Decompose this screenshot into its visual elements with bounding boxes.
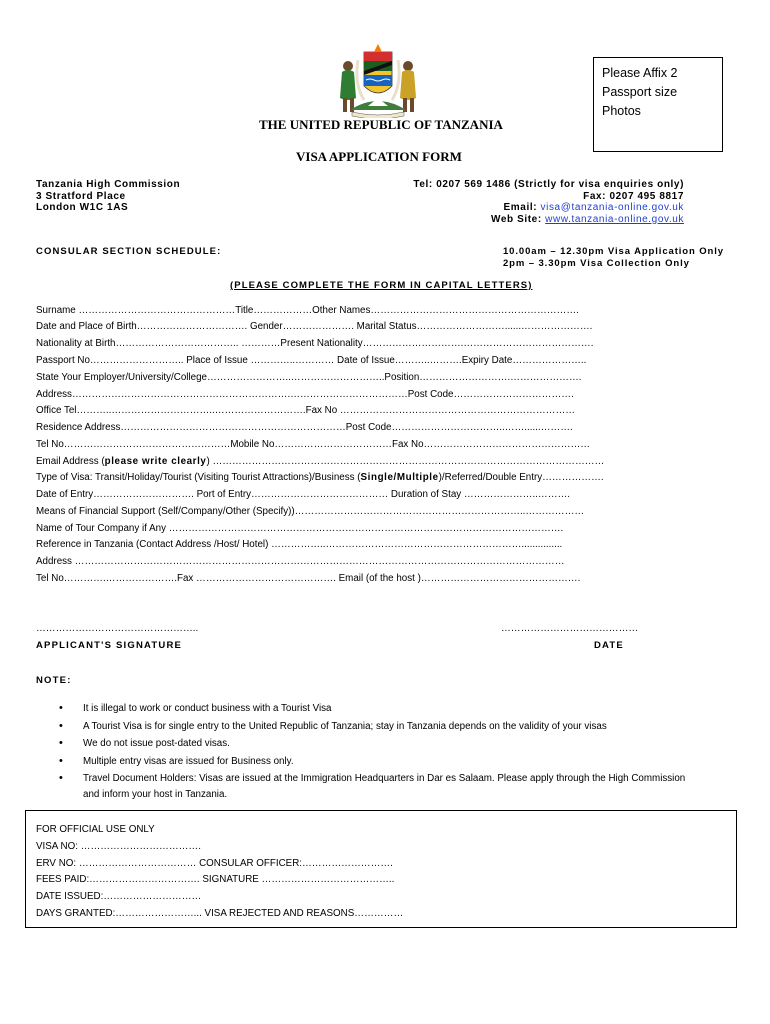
visa-type-suffix: )/Referred/Double Entry………………. xyxy=(438,472,604,483)
country-title: THE UNITED REPUBLIC OF TANZANIA xyxy=(259,117,503,132)
office-tel-fax-field[interactable]: Office Tel………..…………………………..……………………….Fax No ……………………………………………………………… xyxy=(36,405,576,416)
tel-line: Tel: 0207 569 1486 (Strictly for visa enquiries only) xyxy=(413,179,684,190)
date-issued-field: DATE ISSUED:………………………… xyxy=(36,891,202,902)
capital-letters-instruction: (PLEASE COMPLETE THE FORM IN CAPITAL LETTERS) xyxy=(230,280,533,291)
residence-address-field[interactable]: Residence Address……………………………………………………………Post Code……………………………..……......………. xyxy=(36,422,573,433)
official-heading: FOR OFFICIAL USE ONLY xyxy=(36,824,155,835)
address-block xyxy=(36,179,180,214)
address-field[interactable]: Address………………………………………………………….………………………………Post Code………………………………. xyxy=(36,389,574,400)
host-address-field[interactable]: Address …………………………………………………………………………………………………………………………………… xyxy=(36,556,565,567)
email-address-field[interactable] xyxy=(36,456,604,467)
tanzania-reference-field[interactable]: Reference in Tanzania (Contact Address /Host/ Hotel) ……………..……………………………………………………............... xyxy=(36,539,563,550)
schedule-line: 2pm – 3.30pm Visa Collection Only xyxy=(503,258,690,269)
email-suffix: ) ………………………………………………………………………………………………………… xyxy=(206,456,605,467)
schedule-label: CONSULAR SECTION SCHEDULE: xyxy=(36,246,222,257)
employer-position-field[interactable]: State Your Employer/University/College……………………..………………………..Position……………………….…………………. xyxy=(36,372,582,383)
schedule-line: 10.00am – 12.30pm Visa Application Only xyxy=(503,246,724,257)
tel-mobile-fax-field[interactable]: Tel No……………………………………………Mobile No………………………………Fax No…………………………………………… xyxy=(36,439,591,450)
form-title: VISA APPLICATION FORM xyxy=(296,149,462,164)
fees-signature-field: FEES PAID:……………………………. SIGNATURE ………………………………….. xyxy=(36,874,395,885)
visa-type-emphasis: Single/Multiple xyxy=(360,472,439,483)
financial-support-field[interactable]: Means of Financial Support (Self/Company/Other (Specify))……………………………………………………………..……………… xyxy=(36,506,585,517)
note-item: • A Tourist Visa is for single entry to the United Republic of Tanzania; stay in Tanzania depends on the validity of your visas xyxy=(58,718,685,736)
visa-type-field[interactable] xyxy=(36,472,604,483)
address-line: 3 Stratford Place xyxy=(36,190,126,202)
note-item: • Multiple entry visas are issued for Business only. xyxy=(58,753,685,771)
photo-box-line: Photos xyxy=(602,104,641,118)
coat-of-arms-emblem xyxy=(330,40,426,118)
signature-line[interactable]: ………………………………………….. xyxy=(36,623,199,634)
passport-photo-box xyxy=(593,57,723,152)
passport-field[interactable]: Passport No……………………….. Place of Issue …………..………… Date of Issue………..……….Expiry Date………………….. xyxy=(36,355,587,366)
entry-port-duration-field[interactable]: Date of Entry…………………………. Port of Entry…………………………………… Duration of Stay …………………..………. xyxy=(36,489,571,500)
email-emphasis: please write clearly xyxy=(104,456,207,467)
contact-block xyxy=(413,179,684,225)
photo-box-line: Please Affix 2 xyxy=(602,66,678,80)
website-link[interactable]: www.tanzania-online.gov.uk xyxy=(545,213,684,225)
note-label: NOTE: xyxy=(36,675,72,686)
host-contact-field[interactable]: Tel No………….………………….Fax ……………………………………. Email (of the host )…………………………………………. xyxy=(36,573,581,584)
days-granted-field: DAYS GRANTED:……………………... VISA REJECTED AND REASONS…………… xyxy=(36,908,404,919)
erv-consular-field: ERV NO: ……………………………… CONSULAR OFFICER:………………………. xyxy=(36,858,393,869)
note-item: • It is illegal to work or conduct business with a Tourist Visa xyxy=(58,700,685,718)
photo-box-line: Passport size xyxy=(602,85,678,99)
date-label: DATE xyxy=(594,640,624,651)
applicant-signature-label: APPLICANT'S SIGNATURE xyxy=(36,640,183,651)
email-line xyxy=(413,202,684,214)
visa-no-field: VISA NO: ………………………………. xyxy=(36,841,201,852)
address-line: London W1C 1AS xyxy=(36,202,129,213)
email-prefix: Email Address ( xyxy=(36,456,105,467)
visa-type-prefix: Type of Visa: Transit/Holiday/Tourist (Visiting Tourist Attractions)/Business ( xyxy=(36,472,361,483)
note-list xyxy=(58,700,685,788)
email-label: Email: xyxy=(503,202,538,213)
website-line xyxy=(413,214,684,226)
note-item: • We do not issue post-dated visas. xyxy=(58,735,685,753)
email-link[interactable]: visa@tanzania-online.gov.uk xyxy=(540,202,684,213)
fax-line: Fax: 0207 495 8817 xyxy=(583,190,684,202)
nationality-field[interactable]: Nationality at Birth……………………………….. …………Present Nationality………………………….…………………………………. xyxy=(36,338,594,349)
official-use-box xyxy=(25,810,737,928)
date-line[interactable]: …………………………………… xyxy=(501,623,639,634)
note-item-continuation: and inform your host in Tanzania. xyxy=(83,789,228,800)
surname-title-names-field[interactable]: Surname …………………………………………Title………………Other Names………………………………………………………. xyxy=(36,305,579,316)
tour-company-field[interactable]: Name of Tour Company if Any …………………………………………………………………………………………………………. xyxy=(36,523,564,534)
address-line: Tanzania High Commission xyxy=(36,179,181,190)
website-label: Web Site: xyxy=(491,213,542,225)
birth-gender-marital-field[interactable]: Date and Place of Birth……………………………. Gender…………………. Marital Status………………………......…………………. xyxy=(36,321,593,332)
note-item: • Travel Document Holders: Visas are issued at the Immigration Headquarters in Dar es Salaam. Please apply through the High Commission xyxy=(58,770,685,788)
